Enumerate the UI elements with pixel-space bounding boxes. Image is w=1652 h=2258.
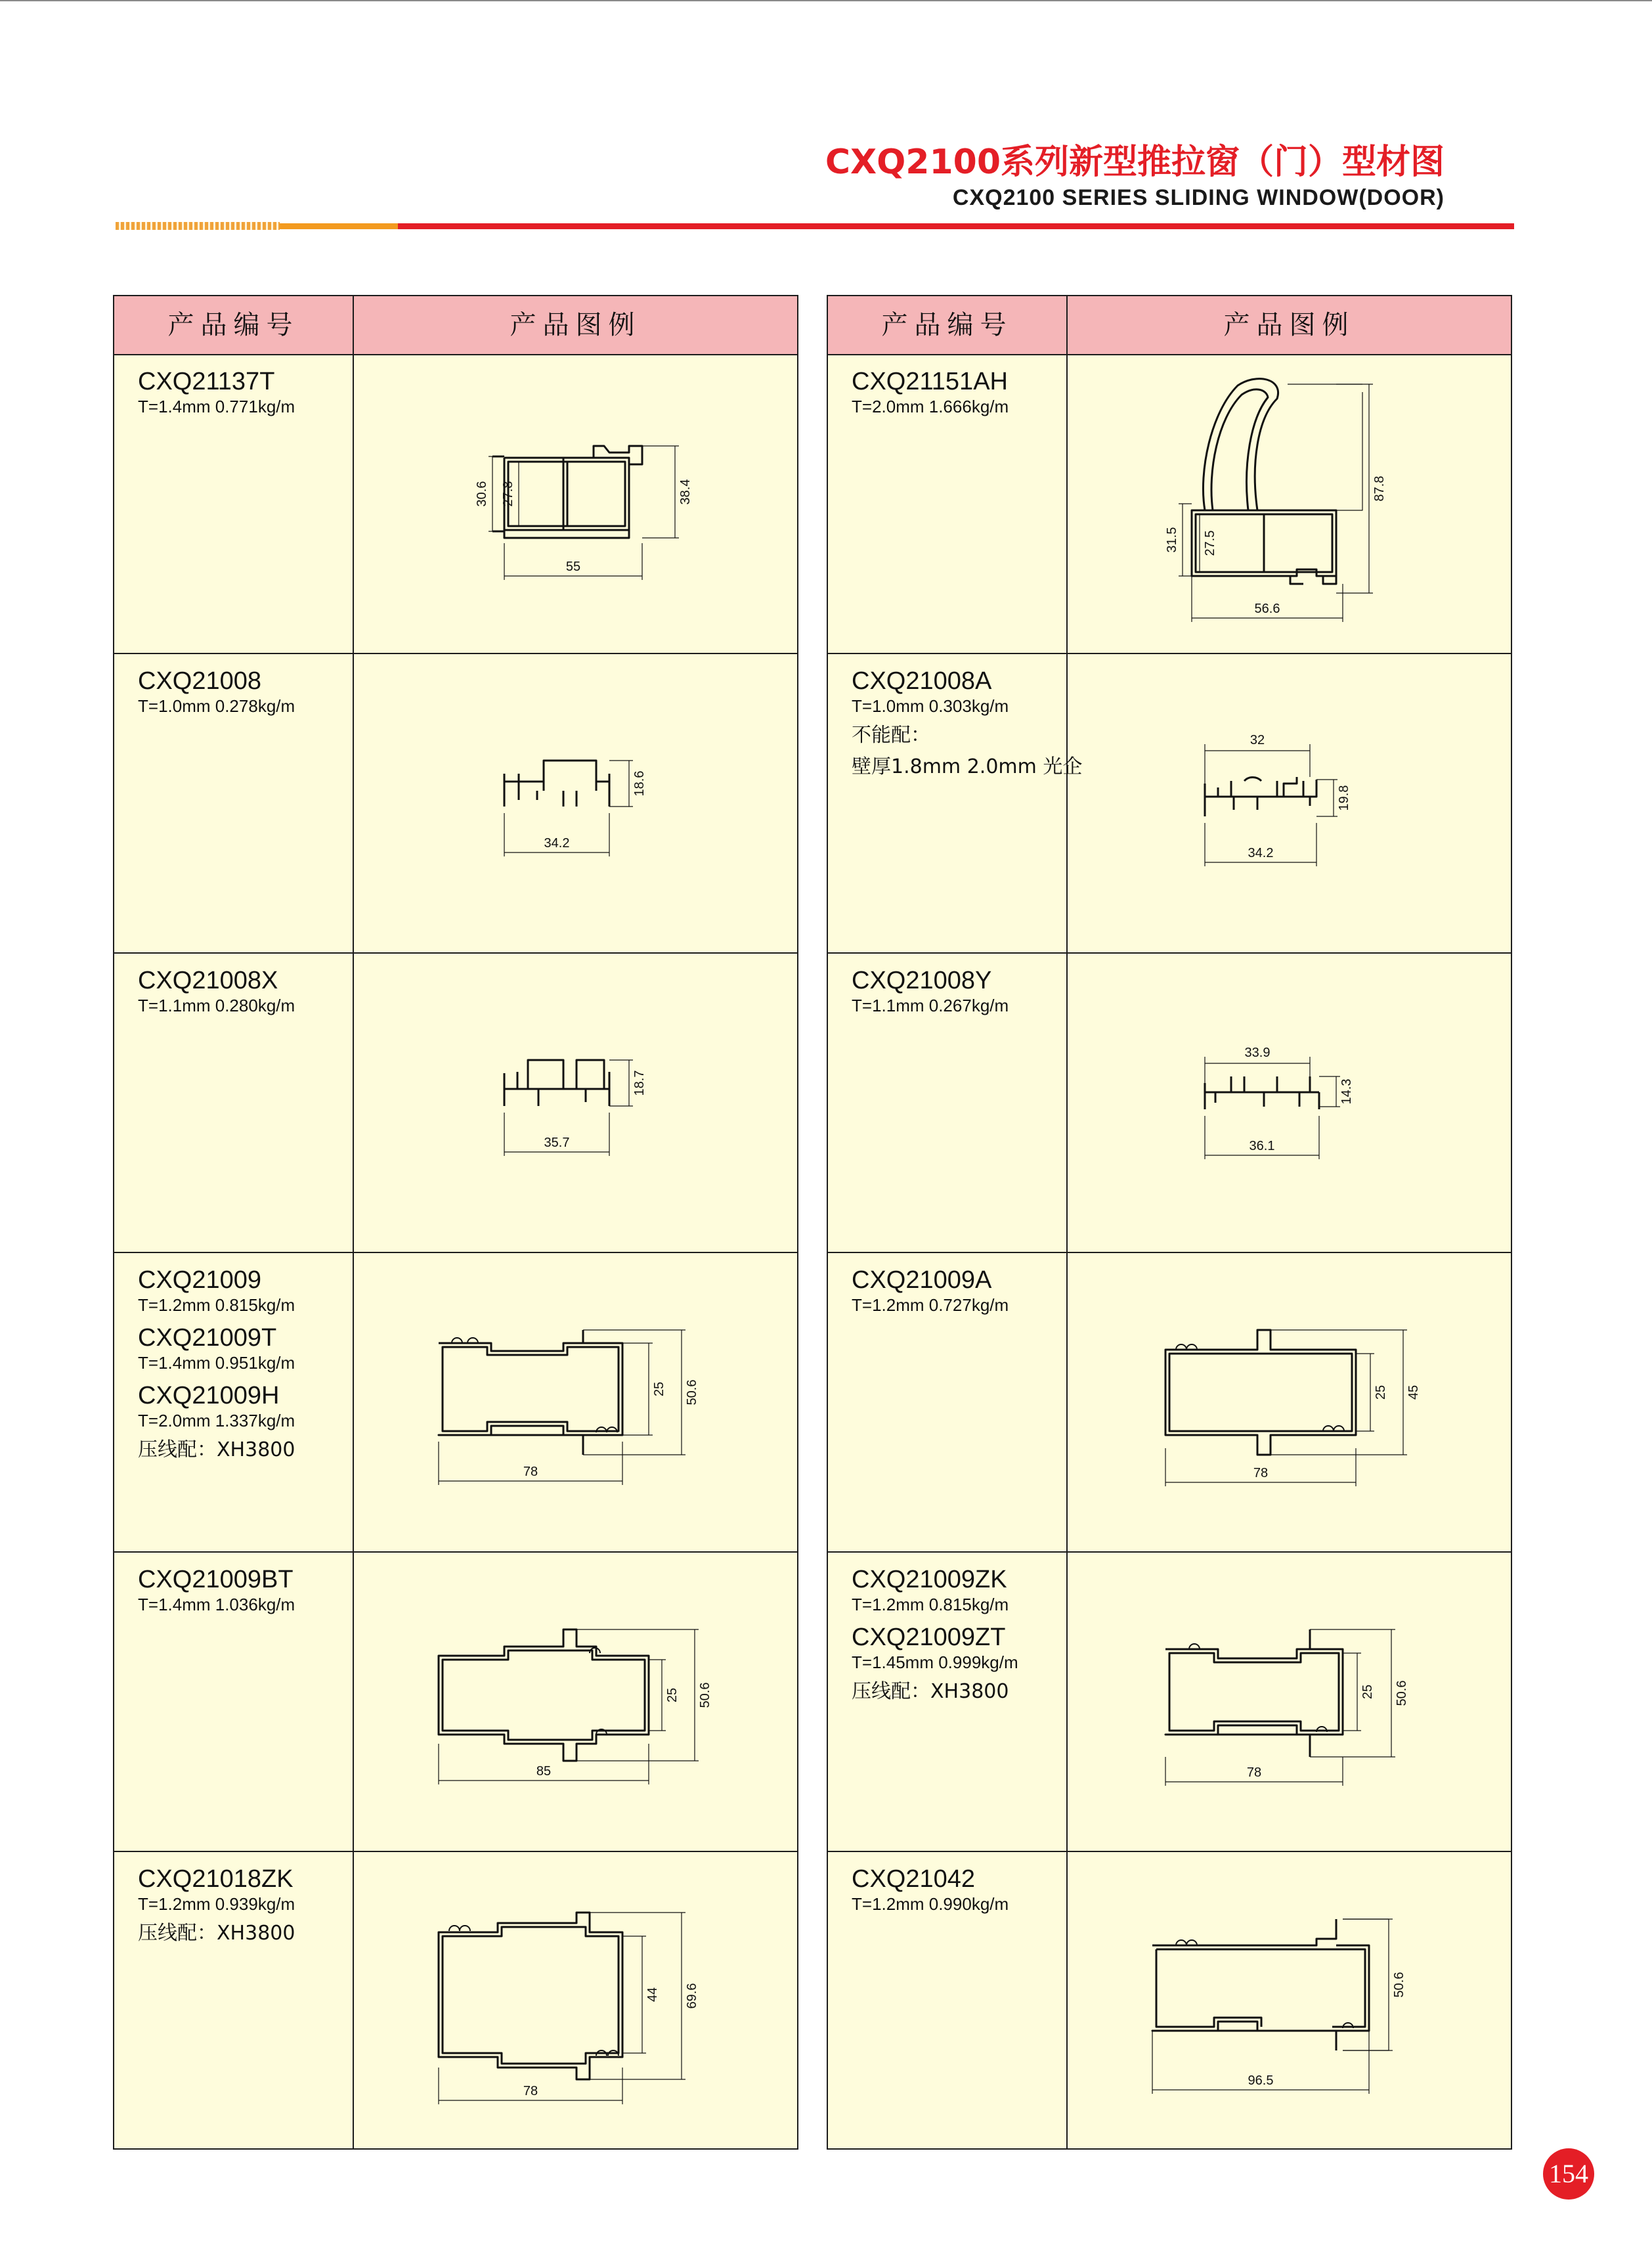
row-divider: [114, 653, 797, 654]
product-note: 压线配：XH3800: [138, 1438, 295, 1461]
column-divider: [1066, 296, 1068, 2148]
dimension-label: 18.7: [632, 1070, 647, 1096]
product-spec: T=1.4mm 0.951kg/m: [138, 1353, 295, 1373]
dimension-label: 19.8: [1336, 785, 1351, 811]
product-spec: T=1.2mm 0.939kg/m: [138, 1894, 295, 1914]
profile-outline: [622, 1343, 653, 1435]
profile-outline: [449, 1926, 619, 2056]
product-code-cell: [852, 1865, 1009, 1915]
profile-outline: [1356, 1354, 1374, 1431]
product-code: CXQ21009BT: [138, 1566, 293, 1593]
product-code: CXQ21009T: [138, 1324, 277, 1352]
profile-outline: [1316, 780, 1337, 816]
table-header: [828, 296, 1511, 355]
dimension-label: 34.2: [544, 836, 569, 851]
dimension-label: 50.6: [684, 1379, 699, 1406]
dimension-label: 56.6: [1254, 602, 1280, 616]
product-spec: T=1.2mm 0.727kg/m: [852, 1295, 1009, 1315]
dimension-label: 44: [645, 1987, 660, 2003]
product-code: CXQ21009H: [138, 1382, 280, 1409]
dimension-label: 96.5: [1248, 2073, 1273, 2088]
product-spec: T=1.0mm 0.303kg/m: [852, 696, 1009, 716]
header-product-figure: 产品图例: [510, 310, 641, 340]
profile-outline: [1288, 384, 1362, 510]
header-rule-orange: [280, 223, 398, 229]
profile-outline: [1189, 1644, 1327, 1732]
product-code: CXQ21009ZK: [852, 1566, 1007, 1593]
profile-outline: [1205, 1076, 1319, 1109]
dimension-label: 69.6: [684, 1983, 699, 2009]
profile-outline: [1203, 379, 1278, 510]
dimension-label: 14.3: [1339, 1078, 1354, 1105]
profile-outline: [504, 1060, 609, 1106]
profile-outline: [1319, 1076, 1340, 1107]
row-divider: [828, 1851, 1511, 1852]
product-code: CXQ21008: [138, 667, 262, 695]
product-code-cell: [138, 667, 295, 717]
product-code: CXQ21008Y: [852, 967, 992, 994]
profile-outline: [504, 761, 609, 807]
dimension-label: 25: [1373, 1384, 1388, 1400]
profile-outline: [1343, 1653, 1361, 1731]
product-code-cell: [852, 1266, 1009, 1316]
product-spec: T=2.0mm 1.337kg/m: [138, 1411, 295, 1430]
dimension-label: 25: [1360, 1684, 1375, 1700]
dimension-label: 35.7: [544, 1136, 569, 1150]
profile-outline: [1336, 384, 1373, 593]
product-note: 压线配：XH3800: [138, 1922, 295, 1945]
row-divider: [828, 1252, 1511, 1253]
profile-drawing: [465, 1034, 688, 1172]
profile-outline: [1179, 504, 1192, 576]
dimension-label: 25: [664, 1687, 680, 1703]
profile-drawing: [432, 418, 721, 589]
profile-outline: [439, 1330, 622, 1455]
product-code: CXQ21009: [138, 1266, 262, 1294]
profile-drawing: [1179, 724, 1402, 882]
profile-drawing: [412, 1893, 741, 2110]
profile-outline: [590, 1648, 607, 1735]
row-divider: [114, 1851, 797, 1852]
product-code-cell: [852, 966, 1009, 1016]
profile-outline: [1152, 1919, 1369, 2050]
profile-outline: [1176, 1940, 1353, 2028]
product-spec: T=1.4mm 1.036kg/m: [138, 1595, 295, 1614]
profile-drawing: [412, 1603, 741, 1800]
product-spec: T=1.2mm 0.815kg/m: [852, 1595, 1009, 1614]
product-spec: T=1.2mm 0.815kg/m: [138, 1295, 295, 1315]
profile-outline: [609, 1060, 633, 1106]
product-table-left: [113, 295, 798, 2150]
product-code: CXQ21008X: [138, 967, 278, 994]
page-number: 154: [1543, 2148, 1594, 2200]
table-header: [114, 296, 797, 355]
profile-outline: [504, 446, 642, 538]
product-code-cell: [852, 1565, 1018, 1704]
profile-outline: [642, 446, 679, 538]
dimension-label: 38.4: [678, 479, 693, 505]
product-code-cell: [138, 367, 295, 417]
dimension-label: 78: [1246, 1765, 1261, 1780]
profile-outline: [622, 1936, 646, 2053]
product-table-right: [827, 295, 1512, 2150]
product-code: CXQ21009ZT: [852, 1624, 1006, 1651]
page-title-cn: CXQ2100系列新型推拉窗（门）型材图: [825, 143, 1445, 182]
row-divider: [828, 952, 1511, 954]
dimension-label: 50.6: [1391, 1972, 1406, 1998]
dimension-label: 31.5: [1164, 527, 1179, 553]
profile-drawing: [1126, 1304, 1454, 1501]
product-spec: T=1.45mm 0.999kg/m: [852, 1652, 1018, 1672]
product-code-cell: [852, 367, 1009, 417]
dimension-label: 32: [1250, 733, 1265, 747]
row-divider: [114, 1252, 797, 1253]
product-spec: T=1.0mm 0.278kg/m: [138, 696, 295, 716]
dimension-label: 85: [536, 1764, 551, 1779]
dimension-label: 34.2: [1248, 846, 1273, 860]
header-product-code: 产品编号: [167, 310, 299, 340]
product-spec: T=1.1mm 0.267kg/m: [852, 996, 1009, 1015]
product-code-cell: [138, 1565, 295, 1615]
profile-drawing: [465, 734, 688, 872]
product-code-cell: [138, 966, 295, 1016]
profile-drawing: [1126, 372, 1454, 635]
header-product-figure: 产品图例: [1223, 310, 1355, 340]
product-spec: T=1.1mm 0.280kg/m: [138, 996, 295, 1015]
dimension-label: 27.8: [500, 481, 515, 507]
product-code-cell: [138, 1266, 295, 1463]
dimension-label: 50.6: [697, 1682, 712, 1708]
product-code: CXQ21009A: [852, 1266, 992, 1294]
product-code-cell: [138, 1865, 295, 1946]
product-code: CXQ21151AH: [852, 368, 1008, 395]
profile-outline: [439, 1629, 649, 1761]
profile-outline: [1165, 1330, 1356, 1455]
profile-outline: [1205, 1057, 1310, 1083]
header-rule-dotted: [116, 222, 280, 230]
profile-outline: [590, 1913, 685, 2079]
profile-outline: [649, 1660, 666, 1731]
dimension-label: 30.6: [474, 481, 489, 507]
row-divider: [828, 1551, 1511, 1553]
product-code: CXQ21008A: [852, 667, 992, 695]
product-code-cell: [852, 667, 1082, 780]
top-border: [0, 0, 1652, 1]
product-code: CXQ21042: [852, 1865, 976, 1893]
profile-outline: [1165, 1629, 1343, 1757]
profile-outline: [1176, 1344, 1344, 1431]
dimension-label: 78: [523, 1465, 538, 1479]
column-divider: [353, 296, 354, 2148]
profile-outline: [439, 1913, 622, 2079]
dimension-label: 27.5: [1202, 530, 1217, 556]
dimension-label: 45: [1406, 1384, 1421, 1400]
profile-drawing: [412, 1304, 741, 1501]
profile-drawing: [1126, 1603, 1454, 1800]
row-divider: [114, 952, 797, 954]
profile-drawing: [1179, 1030, 1402, 1175]
row-divider: [828, 653, 1511, 654]
product-note: 不能配：: [852, 724, 930, 747]
dimension-label: 78: [1253, 1466, 1268, 1480]
dimension-label: 18.6: [632, 770, 647, 797]
profile-outline: [452, 1338, 617, 1432]
profile-outline: [1205, 777, 1316, 816]
dimension-label: 33.9: [1244, 1046, 1270, 1060]
product-spec: T=2.0mm 1.666kg/m: [852, 397, 1009, 416]
dimension-label: 55: [565, 560, 580, 574]
product-note: 壁厚1.8mm 2.0mm 光企: [852, 755, 1083, 778]
profile-drawing: [1126, 1893, 1454, 2110]
header-rule-red: [398, 223, 1514, 229]
product-spec: T=1.4mm 0.771kg/m: [138, 397, 295, 416]
row-divider: [114, 1551, 797, 1553]
product-code: CXQ21137T: [138, 368, 275, 395]
page-title-en: CXQ2100 SERIES SLIDING WINDOW(DOOR): [952, 185, 1445, 210]
product-spec: T=1.2mm 0.990kg/m: [852, 1894, 1009, 1914]
header-product-code: 产品编号: [881, 310, 1013, 340]
profile-outline: [576, 1629, 699, 1761]
dimension-label: 50.6: [1394, 1680, 1409, 1706]
product-code: CXQ21018ZK: [138, 1865, 293, 1893]
dimension-label: 36.1: [1249, 1139, 1274, 1153]
dimension-label: 25: [651, 1381, 666, 1397]
dimension-label: 78: [523, 2084, 538, 2098]
product-note: 压线配：XH3800: [852, 1680, 1009, 1703]
dimension-label: 87.8: [1372, 476, 1387, 502]
profile-outline: [609, 761, 633, 807]
